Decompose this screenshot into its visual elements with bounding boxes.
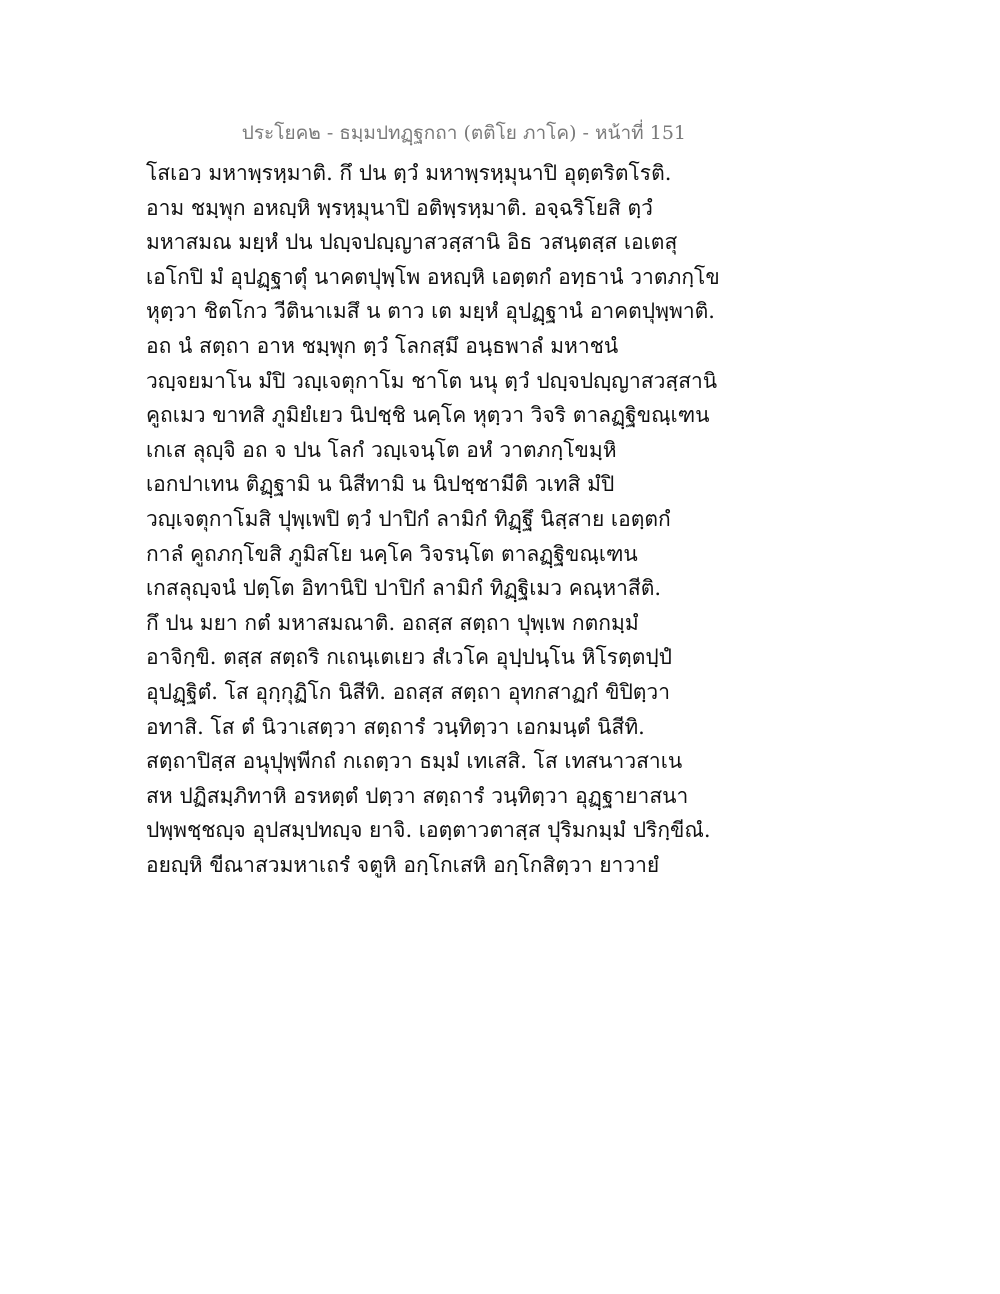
text-line: ปพฺพชฺชญฺจ อุปสมฺปทญฺจ ยาจิ. เอตฺตาวตาสฺส ปุริมกมฺมํ ปริกฺขีณํ. bbox=[146, 818, 711, 843]
text-line: เกเส ลุญฺจิ อถ จ ปน โลกํ วญฺเจนฺโต อหํ วาตภกฺโขมฺหิ bbox=[146, 437, 617, 462]
text-line: อยญฺหิ ขีณาสวมหาเถรํ จตูหิ อกฺโกเสหิ อกฺโกสิตฺวา ยาวายํ bbox=[146, 852, 660, 877]
text-line: หุตฺวา ชิตโกว วีตินาเมสึ น ตาว เต มยฺหํ อุปฏฺฐานํ อาคตปุพฺพาติ. bbox=[146, 299, 715, 324]
text-line: วญฺเจตุกาโมสิ ปุพฺเพปิ ตฺวํ ปาปิกํ ลามิกํ ทิฏฺฐึ นิสฺสาย เอตฺตกํ bbox=[146, 506, 671, 531]
text-line: โสเอว มหาพฺรหฺมาติ. กึ ปน ตฺวํ มหาพฺรหฺมุนาปิ อุตฺตริตโรติ. bbox=[146, 161, 672, 185]
text-line: อาจิกฺขิ. ตสฺส สตฺถริ กเถนฺเตเยว สํเวโค อุปฺปนฺโน หิโรตฺตปฺปํ bbox=[146, 645, 672, 670]
text-line: อถ นํ สตฺถา อาห ชมฺพุก ตฺวํ โลกสฺมึ อนฺธพาลํ มหาชนํ bbox=[146, 333, 619, 358]
text-line: สตฺถาปิสฺส อนุปุพฺพีกถํ กเถตฺวา ธมฺมํ เทเสสิ. โส เทสนาวสาเน bbox=[146, 749, 683, 774]
text-line: กาลํ คูถภกฺโขสิ ภูมิสโย นคฺโค วิจรนฺโต ตาลฏฺฐิขณฺเฑน bbox=[146, 541, 638, 566]
text-line: อาม ชมฺพุก อหญฺหิ พฺรหฺมุนาปิ อติพฺรหฺมาติ. อจฺฉริโยสิ ตฺวํ bbox=[146, 195, 653, 220]
body-text bbox=[146, 156, 720, 882]
text-line: เอกปาเทน ติฏฺฐามิ น นิสีทามิ น นิปชฺชามีติ วเทสิ มํปิ bbox=[146, 472, 615, 497]
text-line: เอโกปิ มํ อุปฏฺฐาตุํ นาคตปุพฺโพ อหญฺหิ เอตฺตกํ อทฺธานํ วาตภกฺโข bbox=[146, 264, 720, 289]
text-line: วญฺจยมาโน มํปิ วญฺเจตุกาโม ชาโต นนุ ตฺวํ ปญฺจปญฺญาสวสฺสานิ bbox=[146, 368, 718, 393]
text-line: มหาสมณ มยฺหํ ปน ปญฺจปญฺญาสวสฺสานิ อิธ วสนฺตสฺส เอเตสุ bbox=[146, 230, 678, 255]
text-line: คูถเมว ขาทสิ ภูมิยํเยว นิปชฺชิ นคฺโค หุตฺวา วิจริ ตาลฏฺฐิขณฺเฑน bbox=[146, 403, 710, 428]
text-line: อทาสิ. โส ตํ นิวาเสตฺวา สตฺถารํ วนฺทิตฺวา เอกมนฺตํ นิสีทิ. bbox=[146, 714, 645, 739]
text-line: สห ปฏิสมฺภิทาหิ อรหตฺตํ ปตฺวา สตฺถารํ วนฺทิตฺวา อุฏฺฐายาสนา bbox=[146, 783, 689, 808]
text-line: กึ ปน มยา กตํ มหาสมณาติ. อถสฺส สตฺถา ปุพฺเพ กตกมฺมํ bbox=[146, 610, 639, 635]
running-header: ประโยค๒ - ธมฺมปทฏฺฐกถา (ตติโย ภาโค) - หน้าที่ 151 bbox=[241, 122, 686, 144]
text-line: อุปฏฺฐิตํ. โส อุกฺกุฏิโก นิสีทิ. อถสฺส สตฺถา อุทกสาฏกํ ขิปิตฺวา bbox=[146, 679, 671, 704]
text-line: เกสลุญฺจนํ ปตฺโต อิทานิปิ ปาปิกํ ลามิกํ ทิฏฺฐิเมว คณฺหาสีติ. bbox=[146, 576, 662, 601]
